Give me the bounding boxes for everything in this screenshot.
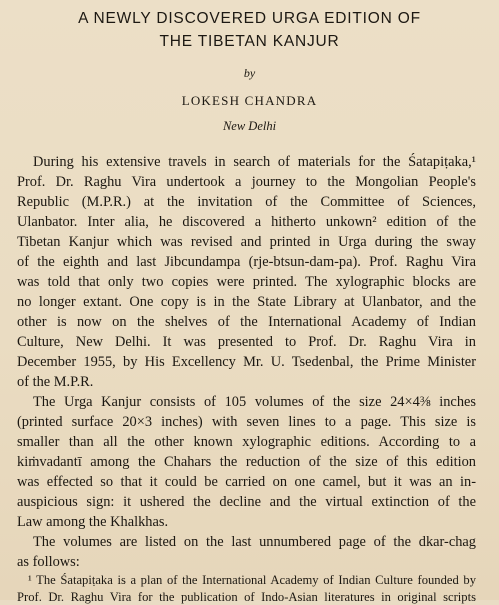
body-line: smaller than all the other known xylographic editions. According to a xyxy=(17,434,476,450)
body-line: The Urga Kanjur consists of 105 volumes of the size 24×4⅜ inches xyxy=(33,394,476,410)
author-affiliation: New Delhi xyxy=(222,119,277,133)
body-line: Prof. Dr. Raghu Vira undertook a journey to the Mongolian People's xyxy=(17,174,476,190)
body-line: Ulanbator. Inter alia, he discovered a hitherto unkown² edition of the xyxy=(17,214,476,230)
body-line: as follows: xyxy=(17,554,80,570)
body-line: no longer extant. One copy is in the State Library at Ulanbator, and the xyxy=(17,294,476,310)
body-line: During his extensive travels in search of materials for the Śatapiṭaka,¹ xyxy=(33,154,476,170)
body-line: (printed surface 20×3 inches) with seven lines to a page. This size is xyxy=(17,414,476,430)
body-line: Republic (M.P.R.) at the invitation of the Committee of Sciences, xyxy=(17,194,476,210)
byline-word: by xyxy=(243,66,256,80)
body-line: kiṁvadantī among the Chahars the reduction of the size of this edition xyxy=(17,454,476,470)
body-line: of the M.P.R. xyxy=(17,374,94,390)
body-line: Culture, New Delhi. It was presented to Prof. Dr. Raghu Vira in xyxy=(17,334,476,350)
body-line: Law among the Khalkhas. xyxy=(17,514,169,530)
body-line: auspicious sign: it ushered the decline and the virtual extinction of the xyxy=(17,494,476,510)
author-name: LOKESH CHANDRA xyxy=(181,93,318,108)
footnote-line: ¹ The Śatapiṭaka is a plan of the International Academy of Indian Culture founded by xyxy=(28,573,476,587)
body-line: was effected so that it could be carried on one camel, but it was an in- xyxy=(17,474,476,490)
body-line: was told that only two copies were printed. The xylographic blocks are xyxy=(17,274,476,290)
article-title-line-2: THE TIBETAN KANJUR xyxy=(159,33,340,50)
body-line: other is now on the shelves of the International Academy of Indian xyxy=(17,314,476,330)
body-line: of the eighth and last Jibcundampa (rje-btsun-dam-pa). Prof. Raghu Vira xyxy=(17,254,476,270)
body-line: Tibetan Kanjur which was revised and printed in Urga during the sway xyxy=(17,234,476,250)
article-title-line-1: A NEWLY DISCOVERED URGA EDITION OF xyxy=(78,10,421,27)
body-line: December 1955, by His Excellency Mr. U. Tsedenbal, the Prime Minister xyxy=(17,354,476,370)
body-line: The volumes are listed on the last unnumbered page of the dkar-chag xyxy=(33,534,476,550)
footnote-line: Prof. Dr. Raghu Vira for the publication of Indo-Asian literatures in original scripts xyxy=(17,590,476,604)
